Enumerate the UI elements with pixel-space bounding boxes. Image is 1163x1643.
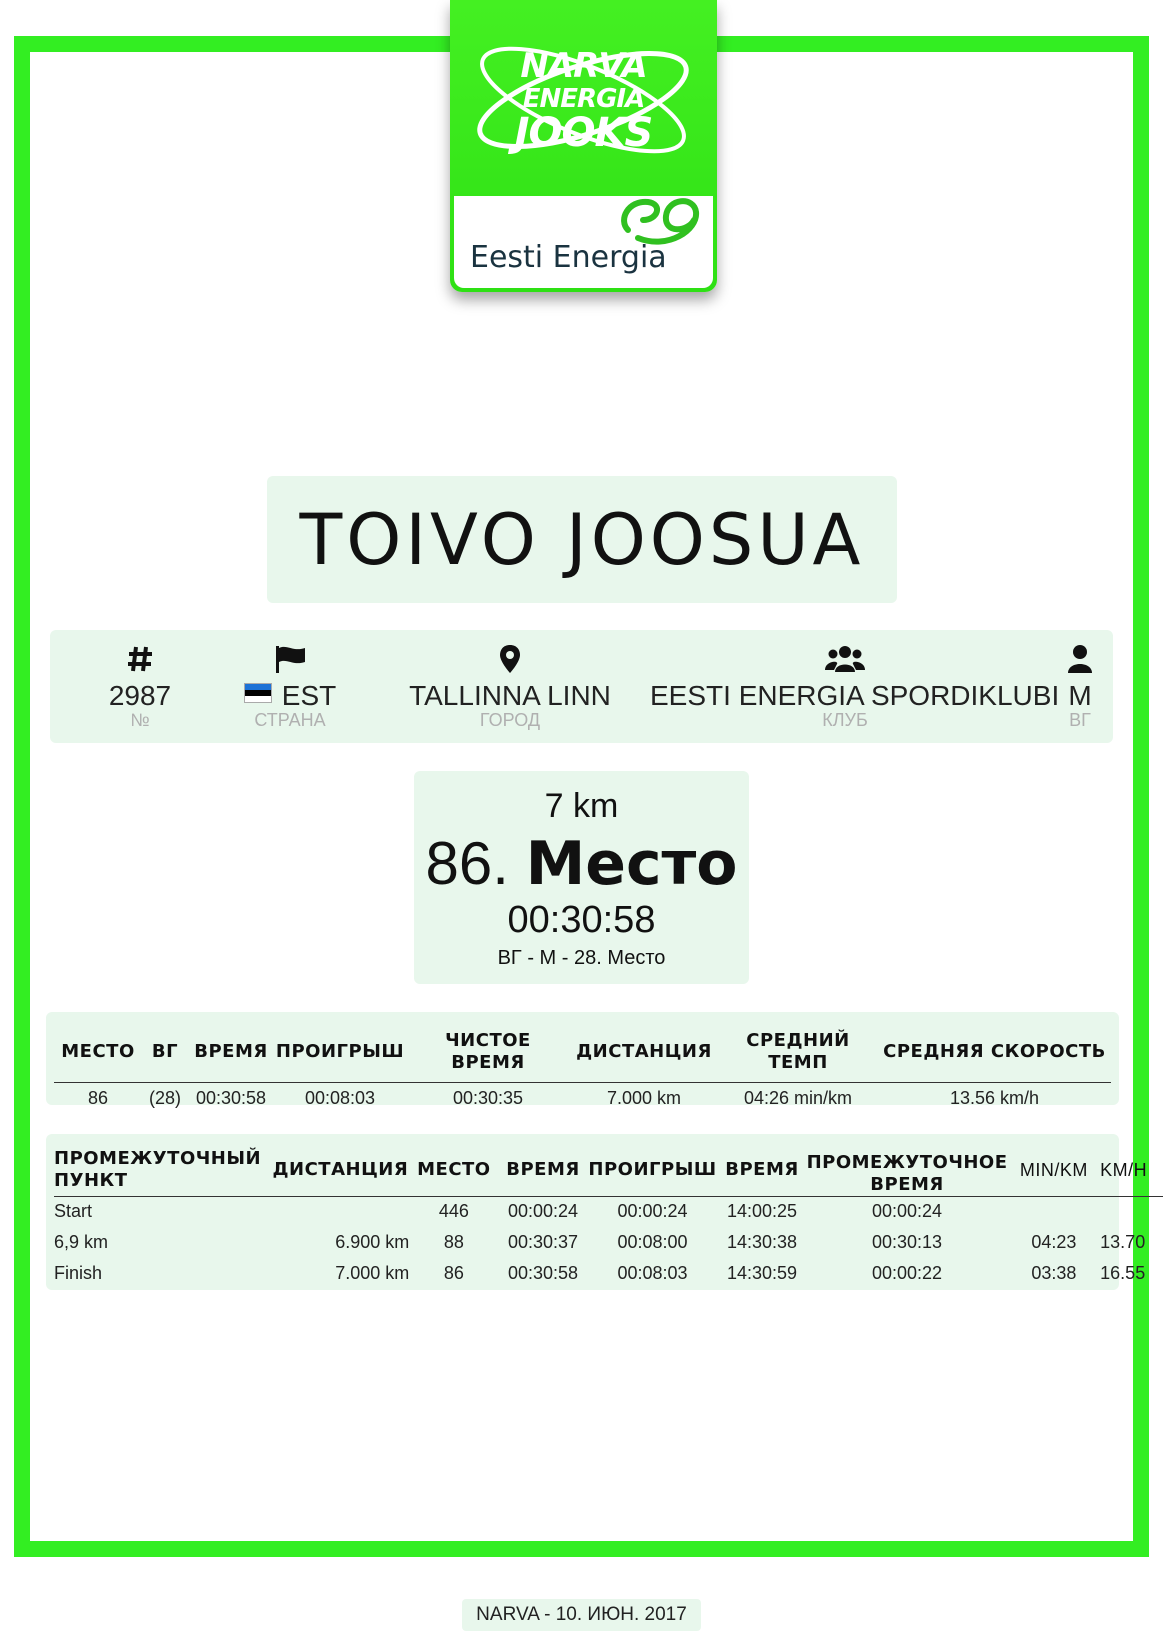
- col-header: МЕСТО: [54, 1022, 142, 1082]
- flag-icon: [210, 644, 370, 676]
- result-place-word: Место: [525, 829, 738, 899]
- table-cell: [1008, 1196, 1101, 1227]
- summary-header-row: [54, 1022, 1111, 1082]
- summary-panel: [46, 1012, 1119, 1108]
- table-cell: [1100, 1196, 1163, 1227]
- table-cell: 14:30:59: [726, 1263, 798, 1283]
- info-country: [210, 630, 370, 743]
- col-header: MIN/KM: [1008, 1144, 1101, 1196]
- col-header: ДИСТАНЦИЯ: [570, 1022, 718, 1082]
- club-name: EESTI ENERGIA SPORDIKLUBI: [650, 680, 1060, 711]
- athlete-name: TOIVO JOOSUA: [299, 498, 865, 581]
- country-label: СТРАНА: [254, 710, 326, 730]
- logo-brand-name: Eesti Energia: [470, 240, 667, 275]
- info-bib: [80, 630, 200, 743]
- table-cell: 03:38: [1031, 1263, 1077, 1283]
- col-header: СРЕДНЯЯ СКОРОСТЬ: [878, 1022, 1111, 1082]
- col-header: СРЕДНИЙ ТЕМП: [718, 1022, 878, 1082]
- table-cell: 7.000 km: [335, 1263, 410, 1283]
- table-cell: 00:08:00: [617, 1232, 688, 1252]
- info-club: [650, 630, 1060, 743]
- athlete-name-panel: [267, 476, 897, 603]
- event-date-footer: NARVA - 10. ИЮН. 2017: [462, 1599, 701, 1631]
- col-header: ВРЕМЯ: [498, 1144, 587, 1196]
- col-header: ЧИСТОЕ ВРЕМЯ: [406, 1022, 570, 1082]
- splits-table: [54, 1144, 1163, 1289]
- col-header: ПРОИГРЫШ: [274, 1022, 406, 1082]
- table-cell: 04:23: [1031, 1232, 1077, 1252]
- table-cell: 16.55: [1100, 1263, 1146, 1283]
- col-header: ПРОМЕЖУТОЧНЫЙ ПУНКТ: [54, 1144, 271, 1196]
- table-cell: 00:30:35: [452, 1087, 524, 1108]
- logo-line-energia: ENERGIA: [522, 84, 645, 114]
- club-label: КЛУБ: [822, 710, 868, 730]
- info-city: [380, 630, 640, 743]
- table-cell: 00:30:58: [195, 1087, 267, 1108]
- result-group-place: ВГ - M - 28. Место: [497, 947, 666, 969]
- col-header: ПРОМЕЖУТОЧНОЕ ВРЕМЯ: [807, 1144, 1008, 1196]
- col-header: ПРОИГРЫШ: [588, 1144, 718, 1196]
- splits-panel: [46, 1134, 1148, 1290]
- col-header: KM/H: [1100, 1144, 1163, 1196]
- table-cell: 14:00:25: [726, 1201, 798, 1222]
- table-cell: Start: [54, 1201, 93, 1222]
- table-cell: 86: [87, 1087, 109, 1108]
- table-cell: 00:08:03: [304, 1087, 376, 1108]
- table-cell: 00:00:24: [872, 1201, 943, 1222]
- table-row: [54, 1227, 1163, 1258]
- bib-number: 2987: [108, 680, 172, 711]
- hash-icon: [80, 644, 200, 676]
- table-cell: 13.56 km/h: [949, 1087, 1040, 1108]
- table-cell: 86: [443, 1263, 464, 1283]
- table-cell: (28): [148, 1087, 181, 1108]
- result-panel: [414, 771, 749, 984]
- table-cell: 00:00:24: [507, 1201, 579, 1222]
- table-cell: 00:30:13: [872, 1232, 943, 1252]
- table-row: [54, 1082, 1111, 1114]
- table-cell: [271, 1196, 409, 1227]
- table-cell: Finish: [54, 1263, 103, 1283]
- table-cell: 00:30:37: [507, 1232, 579, 1252]
- user-icon: [1055, 644, 1105, 676]
- col-header: МЕСТО: [409, 1144, 498, 1196]
- table-cell: 00:08:03: [617, 1263, 688, 1283]
- city-label: ГОРОД: [479, 710, 541, 730]
- logo-line-narva: NARVA: [520, 46, 647, 86]
- city-name: TALLINNA LINN: [409, 680, 611, 711]
- table-row: [54, 1196, 1163, 1227]
- splits-header-row: [54, 1144, 1163, 1196]
- col-header: ДИСТАНЦИЯ: [271, 1144, 409, 1196]
- result-distance: 7 km: [544, 787, 619, 825]
- bib-label: №: [130, 710, 150, 730]
- table-cell: 00:00:22: [872, 1263, 943, 1283]
- table-cell: 00:00:24: [617, 1201, 688, 1222]
- table-cell: 14:30:38: [726, 1232, 798, 1252]
- athlete-info-panel: [50, 630, 1113, 743]
- col-header: ВРЕМЯ: [717, 1144, 806, 1196]
- col-header: ВРЕМЯ: [188, 1022, 274, 1082]
- result-place: [414, 829, 749, 899]
- summary-table: [54, 1022, 1111, 1114]
- result-place-number: 86.: [425, 830, 509, 897]
- col-header: ВГ: [142, 1022, 188, 1082]
- table-cell: 7.000 km: [606, 1087, 682, 1108]
- country-code: EST: [281, 680, 337, 711]
- info-group: [1055, 630, 1105, 743]
- logo-line-jooks: JOOKS: [514, 110, 653, 156]
- event-logo: [450, 0, 717, 292]
- table-cell: 88: [443, 1232, 464, 1252]
- map-pin-icon: [380, 644, 640, 676]
- table-row: [54, 1258, 1163, 1289]
- estonia-flag-icon: [244, 683, 272, 703]
- age-group: M: [1068, 680, 1092, 711]
- table-cell: 6.900 km: [335, 1232, 410, 1252]
- age-group-label: ВГ: [1069, 710, 1091, 730]
- users-icon: [650, 644, 1040, 676]
- result-time: 00:30:58: [507, 899, 656, 941]
- table-cell: 6,9 km: [54, 1232, 109, 1252]
- table-cell: 00:30:58: [507, 1263, 579, 1283]
- table-cell: 04:26 min/km: [743, 1087, 853, 1108]
- table-cell: 446: [438, 1201, 469, 1222]
- table-cell: 13.70: [1100, 1232, 1146, 1252]
